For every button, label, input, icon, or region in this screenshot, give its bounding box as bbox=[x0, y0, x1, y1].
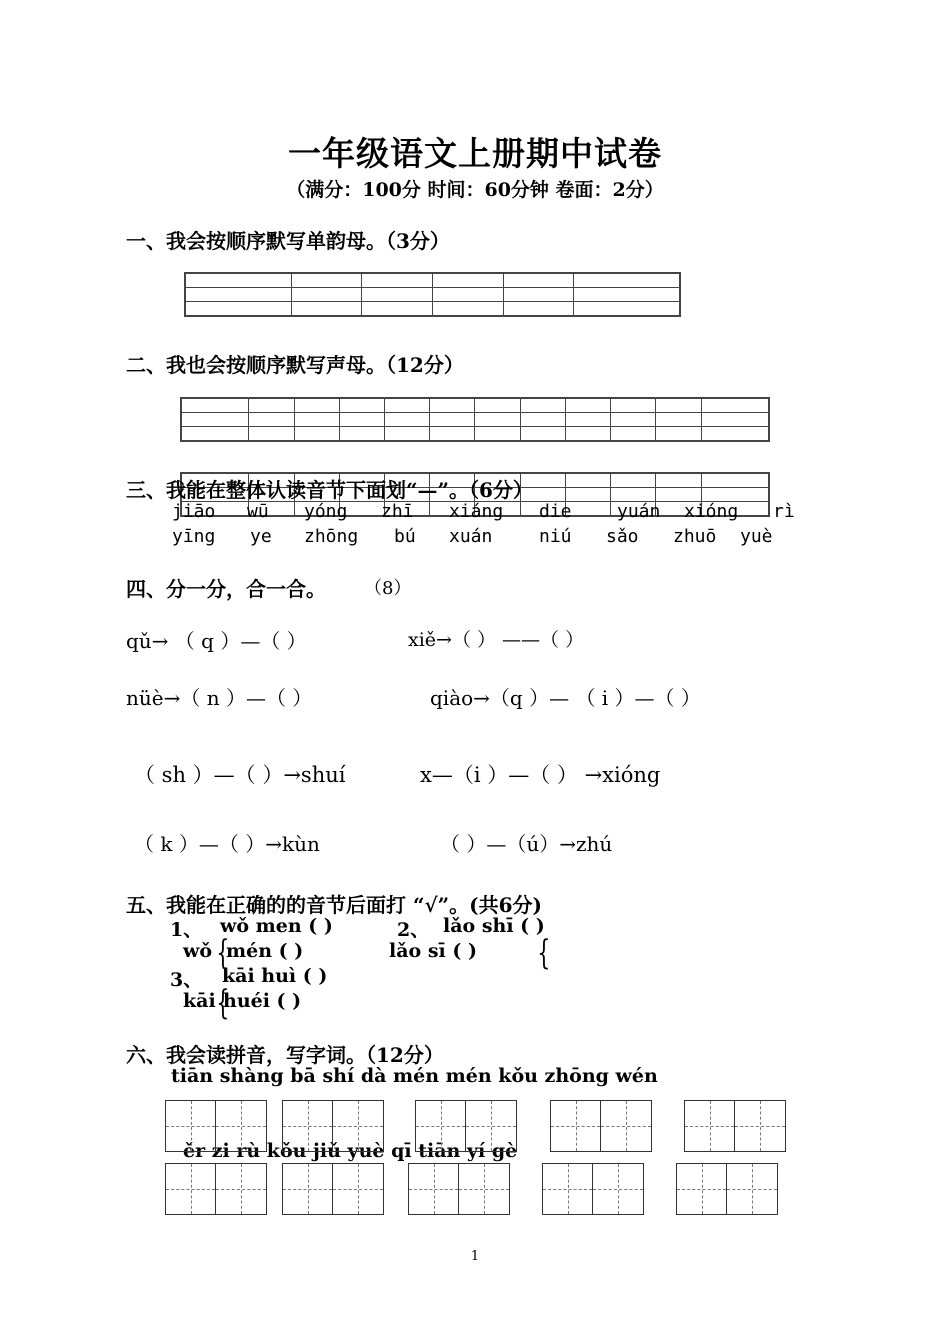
split-line-1b: xiě→（ ） ——（ ） bbox=[408, 629, 585, 651]
split-line-1a: qǔ→ （ q ）—（ ） bbox=[126, 629, 307, 653]
q3-option-b-prefix: kāi bbox=[183, 990, 216, 1012]
split-line-2b: qiào→（q ）— （ i ）—（ ） bbox=[430, 686, 701, 710]
syllable-2-9: yuè bbox=[740, 526, 773, 547]
pinyin-row-2: ěr zi rù kǒu jiǔ yuè qī tiān yí gè bbox=[183, 1140, 518, 1162]
section-4-points: （8） bbox=[364, 578, 412, 599]
q2-option-b[interactable]: lǎo sī ( ) bbox=[389, 940, 477, 962]
writing-box[interactable] bbox=[165, 1100, 267, 1152]
writing-box[interactable] bbox=[550, 1100, 652, 1152]
syllable-1-8: xióng bbox=[684, 501, 739, 522]
brace-icon: { bbox=[216, 983, 230, 1023]
writing-box[interactable] bbox=[408, 1163, 510, 1215]
section-2-heading: 二、我也会按顺序默写声母。（12分） bbox=[126, 353, 464, 377]
page-title: 一年级语文上册期中试卷 bbox=[288, 134, 662, 173]
q1-number: 1、 bbox=[170, 919, 203, 941]
syllable-1-6: die bbox=[539, 501, 572, 522]
section-4-heading: 四、分一分，合一合。 bbox=[126, 577, 326, 601]
q3-option-a[interactable]: kāi huì ( ) bbox=[222, 965, 328, 987]
split-line-2a: nüè→（ n ）—（ ） bbox=[126, 686, 313, 710]
q3-number: 3、 bbox=[170, 969, 203, 991]
q2-option-a[interactable]: lǎo shī ( ) bbox=[443, 915, 545, 937]
page-number: 1 bbox=[470, 1249, 480, 1264]
combine-line-2a: （ k ）—（ ）→kùn bbox=[134, 832, 320, 856]
syllable-1-5: xiáng bbox=[449, 501, 504, 522]
writing-box[interactable] bbox=[415, 1100, 517, 1152]
syllable-2-7: sǎo bbox=[606, 526, 639, 547]
q1-option-a[interactable]: wǒ men ( ) bbox=[220, 915, 333, 937]
syllable-2-1: yīng bbox=[172, 526, 216, 547]
combine-line-1a: （ sh ）—（ ）→shuí bbox=[134, 763, 346, 787]
section-5-heading: 五、我能在正确的的音节后面打 “√”。(共6分) bbox=[126, 893, 542, 917]
syllable-2-8: zhuō bbox=[673, 526, 717, 547]
writing-box[interactable] bbox=[542, 1163, 644, 1215]
page-subtitle: （满分：100分 时间：60分钟 卷面：2分） bbox=[286, 179, 664, 201]
syllable-1-3: yóng bbox=[304, 501, 348, 522]
syllable-1-1: jiāo bbox=[172, 501, 216, 522]
combine-line-1b: x—（i ）—（ ） →xióng bbox=[420, 763, 661, 787]
q2-number: 2、 bbox=[397, 919, 430, 941]
brace-icon: { bbox=[216, 933, 230, 973]
writing-box[interactable] bbox=[165, 1163, 267, 1215]
initials-writing-grid[interactable] bbox=[180, 397, 770, 442]
q3-option-b[interactable]: huéi ( ) bbox=[223, 990, 302, 1012]
section-1-heading: 一、我会按顺序默写单韵母。（3分） bbox=[126, 229, 450, 253]
writing-box[interactable] bbox=[684, 1100, 786, 1152]
brace-icon: { bbox=[537, 933, 551, 973]
vowel-writing-grid[interactable] bbox=[184, 272, 681, 317]
pinyin-row-1: tiān shàng bā shí dà mén mén kǒu zhōng wén bbox=[171, 1065, 658, 1087]
section-6-heading: 六、我会读拼音，写字词。（12分） bbox=[126, 1043, 444, 1067]
syllable-1-9: rì bbox=[773, 501, 795, 522]
writing-box[interactable] bbox=[282, 1100, 384, 1152]
section-3-heading: 三、我能在整体认读音节下面划“—”。（6分） bbox=[126, 478, 533, 502]
q1-option-b[interactable]: mén ( ) bbox=[226, 940, 304, 962]
syllable-2-6: niú bbox=[539, 526, 572, 547]
syllable-2-4: bú bbox=[394, 526, 416, 547]
syllable-2-3: zhōng bbox=[304, 526, 359, 547]
syllable-1-4: zhī bbox=[381, 501, 414, 522]
syllable-2-2: ye bbox=[250, 526, 272, 547]
q1-option-b-prefix: wǒ bbox=[183, 940, 213, 962]
syllable-1-2: wū bbox=[247, 501, 269, 522]
syllable-2-5: xuán bbox=[449, 526, 493, 547]
combine-line-2b: （ ）—（ú）→zhú bbox=[440, 832, 613, 856]
syllable-1-7: yuán bbox=[617, 501, 661, 522]
writing-box[interactable] bbox=[282, 1163, 384, 1215]
writing-box[interactable] bbox=[676, 1163, 778, 1215]
